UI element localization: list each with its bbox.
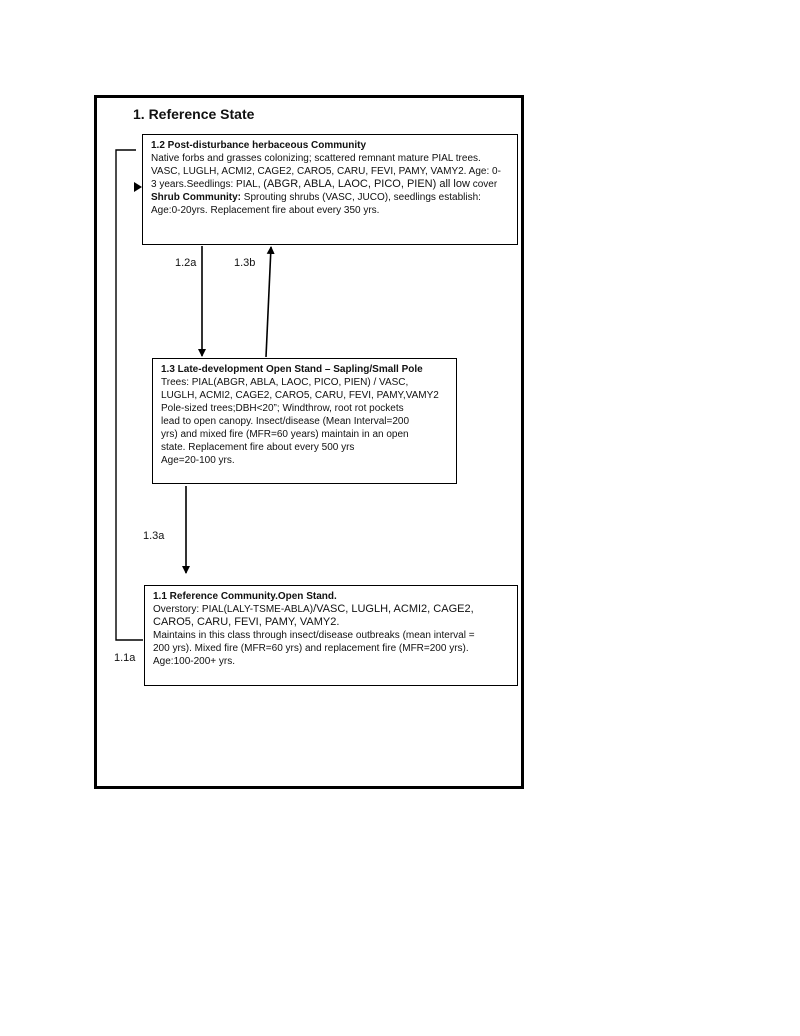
state-title: 1. Reference State <box>133 106 255 122</box>
box-1-1-title: 1.1 Reference Community.Open Stand. <box>153 591 337 602</box>
box-1-3-line: state. Replacement fire about every 500 yrs <box>161 442 355 453</box>
box-1-3-line: Pole-sized trees;DBH<20”; Windthrow, root rot pockets <box>161 403 404 414</box>
box-1-3-line: Trees: PIAL(ABGR, ABLA, LAOC, PICO, PIEN) / VASC, <box>161 377 409 388</box>
box-1-1-line <box>153 603 517 616</box>
transition-label-1-2a: 1.2a <box>175 257 197 269</box>
box-1-2-species: (ABGR, ABLA, LAOC, PICO, PIEN) all low <box>263 178 470 190</box>
transition-label-1-3a: 1.3a <box>143 530 165 542</box>
box-1-2-cover: cover <box>469 179 498 190</box>
box-1-2-line: Age:0-20yrs. Replacement fire about every 350 yrs. <box>151 205 380 216</box>
box-1-1-line: CARO5, CARU, FEVI, PAMY, VAMY2. <box>153 616 340 628</box>
box-1-1-overstory: Overstory: PIAL(LALY-TSME-ABLA) <box>153 604 314 615</box>
box-1-3-line: lead to open canopy. Insect/disease (Mean Interval=200 <box>161 416 410 427</box>
arrow-1-1a <box>116 150 143 640</box>
box-1-3-title: 1.3 Late-development Open Stand – Sapling/Small Pole <box>161 364 423 375</box>
box-1-2-seedlings: 3 years.Seedlings: PIAL, <box>151 179 264 190</box>
community-box-1-1 <box>144 585 518 686</box>
box-1-1-line: 200 yrs). Mixed fire (MFR=60 yrs) and replacement fire (MFR=200 yrs). <box>153 643 469 654</box>
box-1-3-line: LUGLH, ACMI2, CAGE2, CARO5, CARU, FEVI, PAMY,VAMY2 <box>161 390 439 401</box>
box-1-2-line <box>151 191 517 204</box>
transition-label-1-1a: 1.1a <box>114 652 136 664</box>
box-1-2-line <box>151 178 517 191</box>
box-1-1-species: /VASC, LUGLH, ACMI2, CAGE2, <box>313 603 474 615</box>
transition-label-1-3b: 1.3b <box>234 257 256 269</box>
box-1-2-shrub-label: Shrub Community: <box>151 192 241 203</box>
box-1-2-title: 1.2 Post-disturbance herbaceous Community <box>151 140 367 151</box>
box-1-2-line: Native forbs and grasses colonizing; scattered remnant mature PIAL trees. <box>151 153 481 164</box>
community-box-1-3 <box>152 358 457 484</box>
arrow-1-3b <box>266 247 271 357</box>
box-1-1-line: Maintains in this class through insect/disease outbreaks (mean interval = <box>153 630 475 641</box>
box-1-2-shrub-text: Sprouting shrubs (VASC, JUCO), seedlings establish: <box>241 192 481 203</box>
box-1-3-line: Age=20-100 yrs. <box>161 455 235 466</box>
box-1-2-line: VASC, LUGLH, ACMI2, CAGE2, CARO5, CARU, FEVI, PAMY, VAMY2. Age: 0- <box>151 166 501 177</box>
box-1-3-line: yrs) and mixed fire (MFR=60 years) maintain in an open <box>161 429 409 440</box>
community-box-1-2 <box>142 134 518 245</box>
box-1-1-line: Age:100-200+ yrs. <box>153 656 235 667</box>
arrow-1-1a-head <box>134 182 142 192</box>
